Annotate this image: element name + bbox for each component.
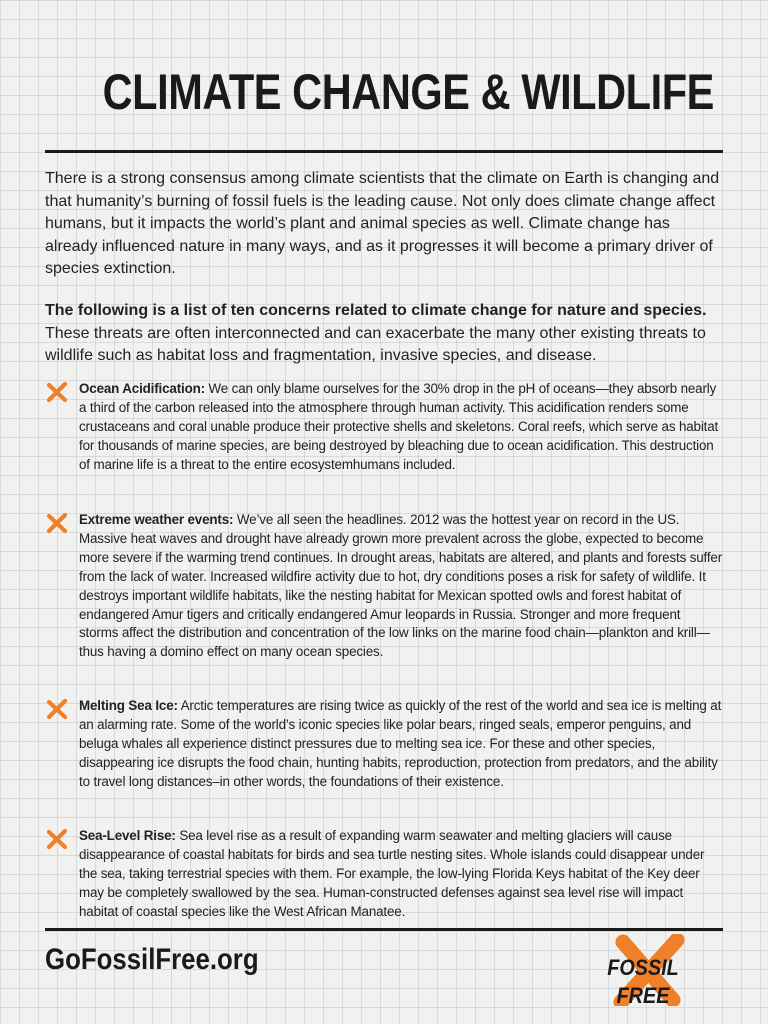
concern-item-melting-sea-ice	[45, 697, 723, 792]
concern-item-extreme-weather	[45, 511, 723, 662]
page-title: CLIMATE CHANGE & WILDLIFE	[102, 64, 714, 120]
lead-text: These threats are often interconnected and can exacerbate the many other existing threats to wildlife such as habitat loss and fragmentation, invasive species, and disease.	[45, 324, 706, 364]
concern-body: Arctic temperatures are rising twice as quickly of the rest of the world and sea ice is melting at an alarming rate. Some of the world’s iconic species like polar bears, ringed seals, emperor penguins, and beluga whales all experience distinct pressures due to melting sea ice. For these and other species, disappearing ice disrupts the food chain, hunting habits, reproduction, protection from predators, and the ability to travel long distances–in other words, the foundations of their existence.	[79, 698, 722, 789]
orange-x-icon	[45, 380, 69, 404]
lead-bold: The following is a list of ten concerns related to climate change for nature and species.	[45, 302, 707, 319]
concern-item-sea-level-rise	[45, 827, 723, 922]
fossil-free-logo[interactable]	[573, 934, 723, 1006]
logo-text: FOSSIL FREE	[607, 955, 679, 1008]
orange-x-icon	[45, 697, 69, 721]
concern-text	[79, 511, 723, 662]
concern-text	[79, 827, 723, 922]
concern-heading: Sea-Level Rise:	[79, 828, 176, 843]
lead-paragraph	[45, 300, 723, 368]
concern-body: Sea level rise as a result of expanding warm seawater and melting glaciers will cause disappearance of coastal habitats for birds and sea turtle nesting sites. Whole islands could disappear under the sea, taking terrestrial species with them. For example, the low-lying Florida Keys habitat of the Key deer may be completely swallowed by the sea. Human-constructed defenses against sea level rise will impact habitat of coastal species like the West African Manatee.	[79, 828, 705, 919]
website-link[interactable]: GoFossilFree.org	[45, 943, 259, 976]
concern-heading: Ocean Acidification:	[79, 381, 205, 396]
concern-heading: Extreme weather events:	[79, 512, 234, 527]
concern-body: We can only blame ourselves for the 30% drop in the pH of oceans—they absorb nearly a third of the carbon released into the atmosphere through human activity. This acidification renders some crustaceans and coral unable produce their protective shells and skeletons. Coral reefs, which serve as habitat for thousands of marine species, are being destroyed by bleaching due to ocean acidification. This destruction of marine life is a threat to the entire ecosystemhumans included.	[79, 381, 719, 472]
orange-x-icon	[45, 511, 69, 535]
concern-body: We’ve all seen the headlines. 2012 was the hottest year on record in the US. Massive heat waves and drought have already grown more prevalent across the globe, expected to become more severe if the warming trend continues. In drought areas, habitats are altered, and plants and forests suffer from the lack of water. Increased wildfire activity due to hot, dry conditions poses a risk for safety of wildlife. It destroys important wildlife habitats, like the nesting habitat for Mexican spotted owls and forest habitat of endangered Amur tigers and critically endangered Amur leopards in Russia. Stronger and more frequent storms affect the distribution and concentration of the low links on the marine food chain—plankton and krill—thus having a domino effect on many ocean species.	[79, 512, 723, 660]
footer-divider	[45, 928, 723, 931]
intro-paragraph: There is a strong consensus among climate scientists that the climate on Earth is changing and that humanity’s burning of fossil fuels is the leading cause. Not only does climate change affect humans, but it impacts the world’s plant and animal species as well. Climate change has already influenced nature in many ways, and as it progresses it will become a primary driver of species extinction.	[45, 170, 720, 277]
concern-text	[79, 697, 723, 792]
concern-text	[79, 380, 723, 475]
concern-heading: Melting Sea Ice:	[79, 698, 178, 713]
title-divider	[45, 150, 723, 153]
orange-x-icon	[45, 827, 69, 851]
concern-item-ocean-acidification	[45, 380, 723, 475]
flyer-page	[45, 0, 723, 1024]
